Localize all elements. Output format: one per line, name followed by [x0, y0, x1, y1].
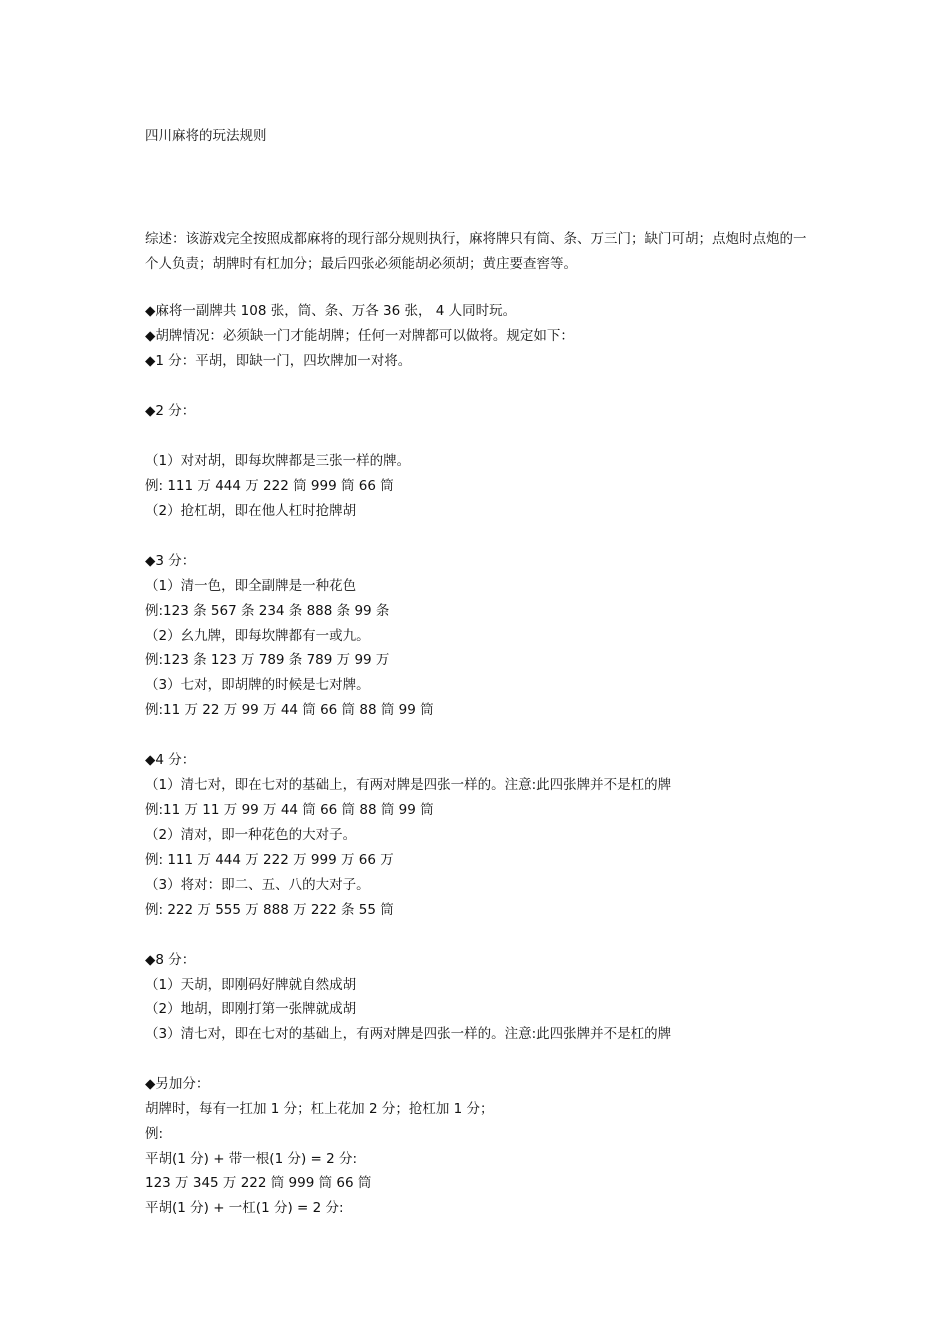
example-line: 例:11 万 22 万 99 万 44 筒 66 筒 88 筒 99 筒	[145, 702, 434, 718]
text-line: 平胡(1 分) + 一杠(1 分) = 2 分:	[145, 1200, 344, 1216]
text-line: （2）抢杠胡，即在他人杠时抢牌胡	[145, 503, 357, 519]
text-line: （3）将对：即二、五、八的大对子。	[145, 877, 370, 893]
text-line: 例:	[145, 1126, 164, 1142]
section-heading: ◆4 分：	[145, 752, 196, 768]
text-line: （1）清七对，即在七对的基础上，有两对牌是四张一样的。注意:此四张牌并不是杠的牌	[145, 777, 672, 793]
section-heading: ◆2 分：	[145, 403, 196, 419]
example-line: 123 万 345 万 222 筒 999 筒 66 筒	[145, 1175, 372, 1191]
text-line: ◆胡牌情况：必须缺一门才能胡牌；任何一对牌都可以做将。规定如下：	[145, 328, 574, 344]
section-heading: ◆8 分：	[145, 952, 196, 968]
example-line: 例: 111 万 444 万 222 筒 999 筒 66 筒	[145, 478, 394, 494]
example-line: 例:123 条 567 条 234 条 888 条 99 条	[145, 603, 390, 619]
section-heading: ◆3 分：	[145, 553, 196, 569]
text-line: （3）清七对，即在七对的基础上，有两对牌是四张一样的。注意:此四张牌并不是杠的牌	[145, 1026, 672, 1042]
text-line: （2）幺九牌，即每坎牌都有一或九。	[145, 628, 370, 644]
text-line: （3）七对，即胡牌的时候是七对牌。	[145, 677, 370, 693]
text-line: （1）清一色，即全副牌是一种花色	[145, 578, 357, 594]
text-line: 胡牌时，每有一扛加 1 分；杠上花加 2 分；抢杠加 1 分；	[145, 1101, 494, 1117]
section-heading: ◆另加分：	[145, 1076, 210, 1092]
example-line: 例:123 条 123 万 789 条 789 万 99 万	[145, 652, 390, 668]
text-line: （1）天胡，即刚码好牌就自然成胡	[145, 977, 357, 993]
example-line: 例: 111 万 444 万 222 万 999 万 66 万	[145, 852, 394, 868]
text-line: （2）地胡，即刚打第一张牌就成胡	[145, 1001, 357, 1017]
text-line: （2）清对，即一种花色的大对子。	[145, 827, 357, 843]
text-line: ◆1 分：平胡，即缺一门，四坎牌加一对将。	[145, 353, 412, 369]
text-line: （1）对对胡，即每坎牌都是三张一样的牌。	[145, 453, 411, 469]
document-title: 四川麻将的玩法规则	[145, 128, 267, 144]
summary-paragraph: 综述：该游戏完全按照成都麻将的现行部分规则执行，麻将牌只有筒、条、万三门；缺门可胡；点炮时点炮的一个人负责；胡牌时有杠加分；最后四张必须能胡必须胡；黄庄要查窖等。	[145, 231, 807, 272]
text-line: 平胡(1 分) + 带一根(1 分) = 2 分:	[145, 1151, 358, 1167]
example-line: 例: 222 万 555 万 888 万 222 条 55 筒	[145, 902, 394, 918]
example-line: 例:11 万 11 万 99 万 44 筒 66 筒 88 筒 99 筒	[145, 802, 434, 818]
text-line: ◆麻将一副牌共 108 张，筒、条、万各 36 张， 4 人同时玩。	[145, 303, 517, 319]
